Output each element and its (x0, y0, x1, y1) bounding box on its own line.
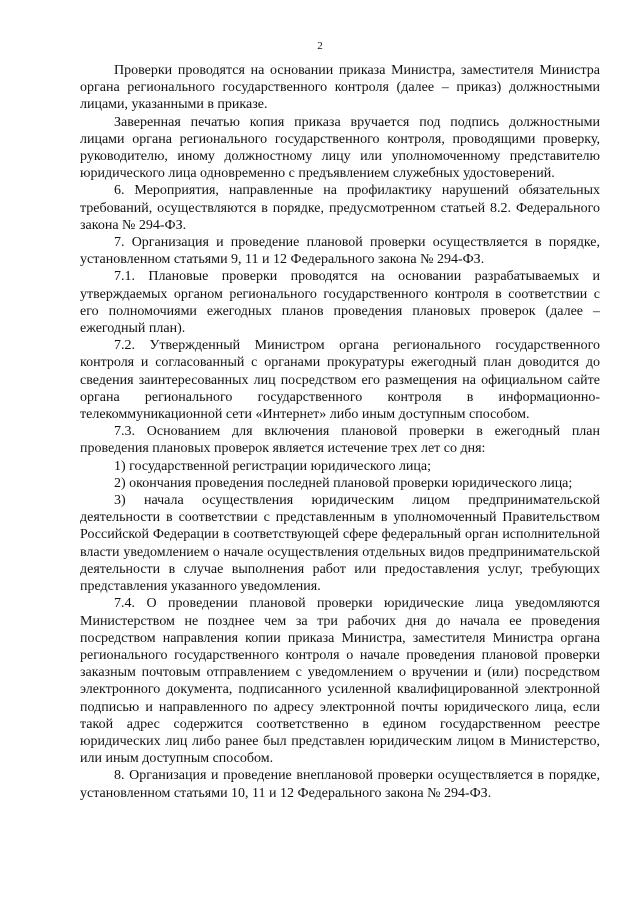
paragraph: 7.1. Плановые проверки проводятся на основании разрабатываемых и утверждаемых органом регионального государственного контроля в соответствии с его полномочиями ежегодных планов проведения плановых проверок (далее – ежегодный план). (80, 269, 600, 337)
paragraph: 7.2. Утвержденный Министром органа регионального государственного контроля и согласованный с органами прокуратуры ежегодный план доводится до сведения заинтересованных лиц посредством его размещения на официальном сайте органа регионального государственного контроля в информационно-телекоммуникационной сети «Интернет» либо иным доступным способом. (80, 338, 600, 423)
list-item: 1) государственной регистрации юридического лица; (114, 458, 432, 474)
paragraph: 8. Организация и проведение внеплановой проверки осуществляется в порядке, установленном статьями 10, 11 и 12 Федерального закона № 294-ФЗ. (80, 768, 600, 801)
paragraph: 7. Организация и проведение плановой проверки осуществляется в порядке, установленном статьями 9, 11 и 12 Федерального закона № 294-ФЗ. (80, 235, 600, 268)
list-item: 2) окончания проведения последней плановой проверки юридического лица; (114, 475, 573, 491)
document-body (80, 62, 600, 802)
paragraph: 6. Мероприятия, направленные на профилактику нарушений обязательных требований, осуществляются в порядке, предусмотренном статьей 8.2. Федерального закона № 294-ФЗ. (80, 183, 600, 233)
page-number: 2 (317, 40, 323, 52)
paragraph: Проверки проводятся на основании приказа Министра, заместителя Министра органа регионального государственного контроля (далее – приказ) должностными лицами, указанными в приказе. (80, 63, 600, 113)
list-item: 3) начала осуществления юридическим лицом предпринимательской деятельности в соответствии с представленным в уполномоченный Правительством Российской Федерации в соответствующей сфере федеральный орган исполнительной власти уведомлением о начале осуществления отдельных видов предпринимательской деятельности в случае выполнения работ или предоставления услуг, требующих представления указанного уведомления. (80, 493, 600, 595)
paragraph: Заверенная печатью копия приказа вручается под подпись должностными лицами органа регионального государственного контроля, проводящими проверку, руководителю, иному должностному лицу или уполномоченному представителю юридического лица одновременно с предъявлением служебных удостоверений. (80, 114, 600, 182)
paragraph: 7.3. Основанием для включения плановой проверки в ежегодный план проведения плановых проверок является истечение трех лет со дня: (80, 424, 600, 457)
paragraph: 7.4. О проведении плановой проверки юридические лица уведомляются Министерством не позднее чем за три рабочих дня до начала ее проведения посредством направления копии приказа Министра, заместителя Министра органа регионального государственного контроля о начале проведения плановой проверки заказным почтовым отправлением с уведомлением о вручении и (или) посредством электронного документа, подписанного усиленной квалифицированной электронной подписью и направленного по адресу электронной почты юридического лица, если такой адрес содержится соответственно в едином государственном реестре юридических лиц либо ранее был представлен юридическим лицом в Министерство, или иным доступным способом. (80, 596, 600, 767)
